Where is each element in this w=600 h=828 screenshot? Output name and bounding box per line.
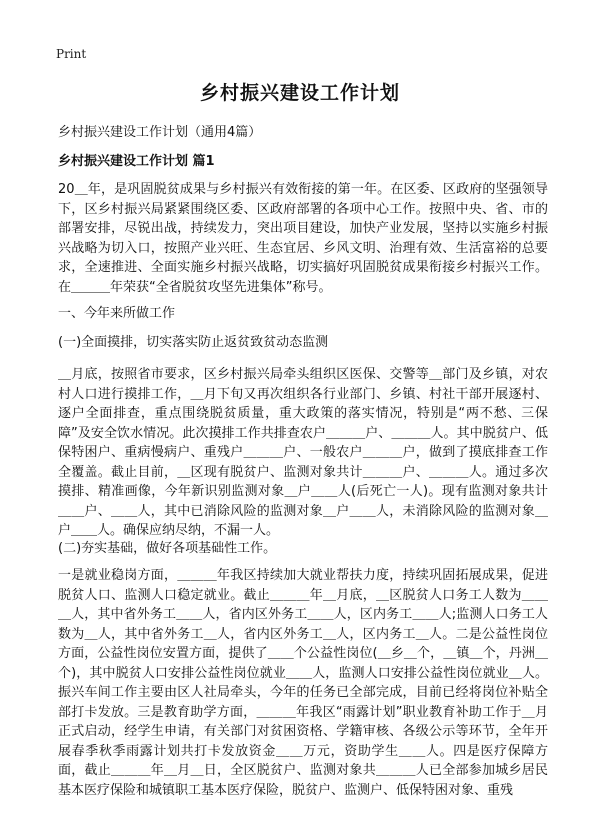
print-link[interactable]: Print xyxy=(56,47,87,61)
heading-work-done: 一、今年来所做工作 xyxy=(58,306,176,321)
monitoring-paragraph: ＿月底，按照省市要求，区乡村振兴局牵头组织区医保、交警等＿部门及乡镇，对农村人口进行摸排工作，＿月下旬又再次组织各行业部门、乡镇、村社干部开展逐村、逐户全面排查，重点围绕脱贫质量，重大政策的落实情况，特别是“两不愁、三保障”及安全饮水情况。此次摸排工作共排查农户＿＿＿户、＿＿＿人。其中脱贫户、低保特困户、重病慢病户、重残户＿＿＿户、一般农户＿＿＿户，做到了摸底排查工作全覆盖。截止目前，＿区现有脱贫户、监测对象共计＿＿＿户、＿＿＿人。通过多次摸排、精准画像，今年新识别监测对象＿户＿＿人(后死亡一人)。现有监测对象共计＿＿户、＿＿人，其中已消除风险的监测对象＿户＿＿人，未消除风险的监测对象＿户＿＿人。确保应纳尽纳，不漏一人。 xyxy=(58,367,548,538)
heading-foundation: (二)夯实基础，做好各项基础性工作。 xyxy=(58,541,277,556)
heading-monitoring: (一)全面摸排，切实落实防止返贫致贫动态监测 xyxy=(58,335,329,350)
intro-paragraph: 20＿年，是巩固脱贫成果与乡村振兴有效衔接的第一年。在区委、区政府的坚强领导下，区乡村振兴局紧紧围绕区委、区政府部署的各项中心工作。按照中央、省、市的部署安排，尽锐出战，持续发力，突出项目建设，加快产业发展，坚持以实施乡村振兴战略为切入口，按照产业兴旺、生态宜居、乡风文明、治理有效、生活富裕的总要求，全速推进、全面实施乡村振兴战略，切实搞好巩固脱贫成果衔接乡村振兴工作。在＿＿＿年荣获“全省脱贫攻坚先进集体”称号。 xyxy=(58,182,548,295)
employment-paragraph: 一是就业稳岗方面，＿＿＿年我区持续加大就业帮扶力度，持续巩固拓展成果，促进脱贫人口、监测人口稳定就业。截止＿＿＿年＿月底，＿区脱贫人口务工人数为＿＿＿人，其中省外务工＿＿人，省内区外务工＿＿人，区内务工＿＿人;监测人口务工人数为＿人，其中省外务工＿人，省内区外务工＿人，区内务工＿人。二是公益性岗位方面，公益性岗位安置方面，提供了＿＿个公益性岗位(＿乡＿个，＿镇＿个，丹洲＿个)，其中脱贫人口安排公益性岗位就业＿＿人，监测人口安排公益性岗位就业＿人。振兴车间工作主要由区人社局牵头，今年的任务已全部完成，目前已经将岗位补贴全部打卡发放。三是教育助学方面，＿＿＿年我区“雨露计划”职业教育补助工作于＿月正式启动，经学生申请，有关部门对贫困资格、学籍审核、各级公示等环节，全年开展春季秋季雨露计划共打卡发放资金＿＿万元，资助学生＿＿人。四是医疗保障方面，截止＿＿＿年＿月＿日，全区脱贫户、监测对象共＿＿＿人已全部参加城乡居民基本医疗保险和城镇职工基本医疗保险，脱贫户、监测户、低保特困对象、重残 xyxy=(58,568,548,798)
section-heading: 乡村振兴建设工作计划 篇1 xyxy=(58,154,215,169)
document-title: 乡村振兴建设工作计划 xyxy=(199,82,400,104)
document-subtitle: 乡村振兴建设工作计划（通用4篇） xyxy=(58,125,262,140)
